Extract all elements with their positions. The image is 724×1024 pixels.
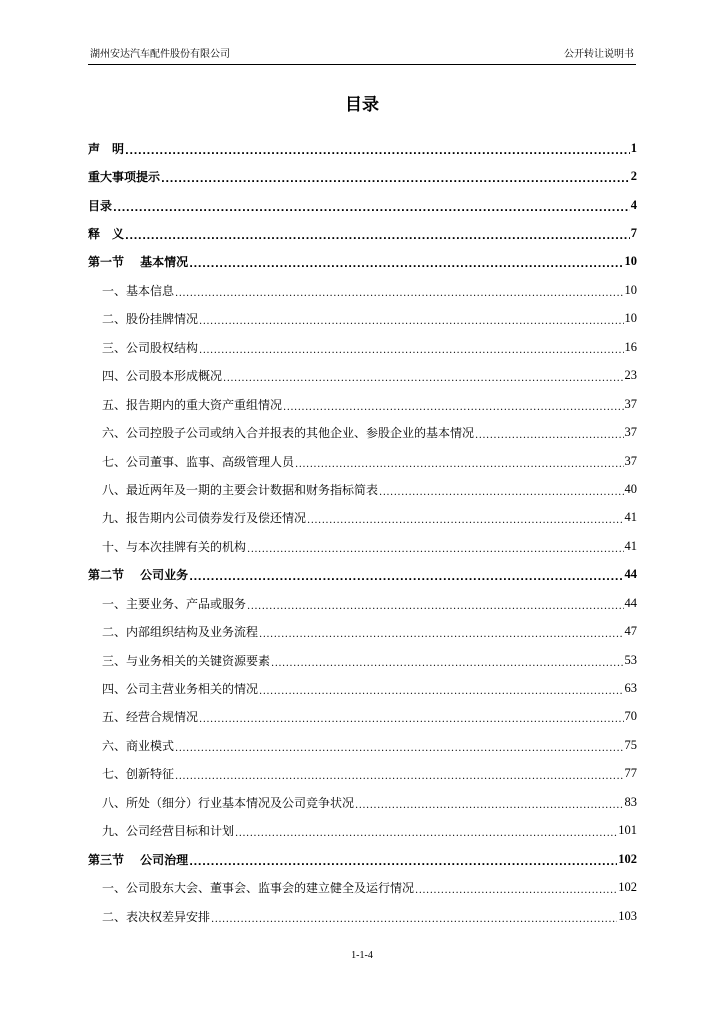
toc-entry-label: 十、与本次挂牌有关的机构: [102, 539, 247, 554]
toc-subsection-entry[interactable]: [88, 788, 637, 816]
toc-entry-label: 六、公司控股子公司或纳入合并报表的其他企业、参股企业的基本情况: [102, 426, 475, 441]
toc-entry-page-number: 75: [624, 737, 637, 752]
toc-entry-page-number: 102: [618, 851, 637, 866]
toc-dot-leader: [125, 146, 630, 157]
toc-dot-leader: [415, 885, 617, 896]
toc-entry-page-number: 41: [624, 510, 637, 525]
toc-entry-label: 二、表决权差异安排: [102, 909, 211, 924]
toc-entry-label: 二、内部组织结构及业务流程: [102, 625, 259, 640]
toc-entry-label: 第二节 公司业务: [88, 568, 189, 583]
header-document-title: 公开转让说明书: [564, 49, 634, 60]
toc-section-entry[interactable]: [88, 219, 637, 247]
toc-dot-leader: [379, 487, 623, 498]
toc-entry-page-number: 7: [630, 226, 637, 241]
toc-dot-leader: [189, 572, 623, 583]
toc-entry-label: 一、基本信息: [102, 283, 175, 298]
toc-subsection-entry[interactable]: [88, 475, 637, 503]
toc-entry-label: 九、报告期内公司债券发行及偿还情况: [102, 511, 307, 526]
toc-subsection-entry[interactable]: [88, 362, 637, 390]
toc-subsection-entry[interactable]: [88, 674, 637, 702]
page-number: 1-1-4: [351, 950, 373, 961]
toc-entry-page-number: 37: [624, 453, 637, 468]
toc-dot-leader: [175, 771, 623, 782]
toc-entry-page-number: 10: [624, 311, 637, 326]
toc-entry-label: 声 明: [88, 141, 125, 156]
toc-subsection-entry[interactable]: [88, 305, 637, 333]
toc-subsection-entry[interactable]: [88, 418, 637, 446]
toc-entry-label: 目录: [88, 198, 113, 213]
toc-entry-label: 八、所处（细分）行业基本情况及公司竞争状况: [102, 795, 355, 810]
toc-dot-leader: [295, 459, 623, 470]
toc-subsection-entry[interactable]: [88, 589, 637, 617]
toc-entry-page-number: 47: [624, 624, 637, 639]
toc-subsection-entry[interactable]: [88, 532, 637, 560]
toc-subsection-entry[interactable]: [88, 646, 637, 674]
table-of-contents: [88, 134, 637, 930]
toc-entry-page-number: 103: [618, 908, 637, 923]
toc-subsection-entry[interactable]: [88, 333, 637, 361]
toc-entry-page-number: 37: [624, 425, 637, 440]
toc-dot-leader: [175, 743, 623, 754]
toc-entry-label: 第三节 公司治理: [88, 852, 189, 867]
toc-dot-leader: [161, 174, 630, 185]
page-header: [88, 48, 636, 65]
toc-entry-page-number: 83: [624, 794, 637, 809]
toc-subsection-entry[interactable]: [88, 617, 637, 645]
toc-entry-label: 八、最近两年及一期的主要会计数据和财务指标简表: [102, 482, 379, 497]
toc-dot-leader: [247, 601, 623, 612]
toc-dot-leader: [211, 914, 617, 925]
toc-subsection-entry[interactable]: [88, 703, 637, 731]
toc-entry-page-number: 10: [624, 254, 637, 269]
toc-entry-page-number: 44: [624, 595, 637, 610]
toc-dot-leader: [223, 373, 623, 384]
toc-entry-label: 六、商业模式: [102, 738, 175, 753]
toc-entry-page-number: 23: [624, 368, 637, 383]
toc-section-entry[interactable]: [88, 134, 637, 162]
toc-dot-leader: [189, 857, 617, 868]
toc-entry-page-number: 2: [630, 169, 637, 184]
toc-section-entry[interactable]: [88, 248, 637, 276]
toc-entry-page-number: 53: [624, 652, 637, 667]
toc-dot-leader: [235, 828, 617, 839]
toc-title: 目录: [345, 95, 379, 115]
toc-dot-leader: [271, 658, 623, 669]
toc-subsection-entry[interactable]: [88, 504, 637, 532]
toc-entry-label: 七、创新特征: [102, 767, 175, 782]
toc-entry-label: 七、公司董事、监事、高级管理人员: [102, 454, 295, 469]
toc-dot-leader: [355, 800, 623, 811]
toc-dot-leader: [199, 714, 623, 725]
toc-subsection-entry[interactable]: [88, 390, 637, 418]
toc-subsection-entry[interactable]: [88, 447, 637, 475]
toc-entry-label: 一、公司股东大会、董事会、监事会的建立健全及运行情况: [102, 881, 415, 896]
toc-subsection-entry[interactable]: [88, 760, 637, 788]
toc-dot-leader: [175, 288, 623, 299]
toc-section-entry[interactable]: [88, 845, 637, 873]
header-company-name: 湖州安达汽车配件股份有限公司: [90, 49, 230, 60]
toc-subsection-entry[interactable]: [88, 873, 637, 901]
toc-subsection-entry[interactable]: [88, 902, 637, 930]
toc-entry-label: 三、公司股权结构: [102, 340, 199, 355]
toc-entry-page-number: 63: [624, 681, 637, 696]
toc-entry-page-number: 37: [624, 396, 637, 411]
toc-entry-page-number: 41: [624, 538, 637, 553]
toc-entry-label: 一、主要业务、产品或服务: [102, 596, 247, 611]
toc-entry-label: 三、与业务相关的关键资源要素: [102, 653, 271, 668]
toc-entry-page-number: 101: [618, 823, 637, 838]
toc-dot-leader: [113, 203, 630, 214]
toc-section-entry[interactable]: [88, 191, 637, 219]
toc-dot-leader: [283, 402, 623, 413]
toc-dot-leader: [475, 430, 623, 441]
toc-entry-page-number: 77: [624, 766, 637, 781]
toc-entry-label: 第一节 基本情况: [88, 255, 189, 270]
toc-entry-label: 四、公司主营业务相关的情况: [102, 682, 259, 697]
toc-dot-leader: [259, 629, 623, 640]
toc-entry-page-number: 4: [630, 197, 637, 212]
toc-entry-label: 释 义: [88, 227, 125, 242]
toc-entry-page-number: 16: [624, 339, 637, 354]
toc-dot-leader: [125, 231, 630, 242]
toc-entry-page-number: 70: [624, 709, 637, 724]
toc-entry-page-number: 1: [630, 140, 637, 155]
toc-entry-label: 二、股份挂牌情况: [102, 312, 199, 327]
toc-dot-leader: [259, 686, 623, 697]
toc-entry-page-number: 44: [624, 567, 637, 582]
toc-subsection-entry[interactable]: [88, 731, 637, 759]
toc-entry-page-number: 102: [618, 880, 637, 895]
toc-entry-label: 九、公司经营目标和计划: [102, 824, 235, 839]
toc-dot-leader: [199, 316, 623, 327]
toc-dot-leader: [307, 515, 623, 526]
toc-entry-label: 五、报告期内的重大资产重组情况: [102, 397, 283, 412]
toc-entry-label: 四、公司股本形成概况: [102, 369, 223, 384]
toc-section-entry[interactable]: [88, 162, 637, 190]
toc-entry-label: 五、经营合规情况: [102, 710, 199, 725]
toc-dot-leader: [199, 345, 623, 356]
toc-dot-leader: [247, 544, 623, 555]
toc-section-entry[interactable]: [88, 561, 637, 589]
toc-entry-page-number: 10: [624, 282, 637, 297]
toc-dot-leader: [189, 259, 623, 270]
toc-entry-label: 重大事项提示: [88, 170, 161, 185]
toc-entry-page-number: 40: [624, 481, 637, 496]
toc-subsection-entry[interactable]: [88, 276, 637, 304]
toc-subsection-entry[interactable]: [88, 817, 637, 845]
